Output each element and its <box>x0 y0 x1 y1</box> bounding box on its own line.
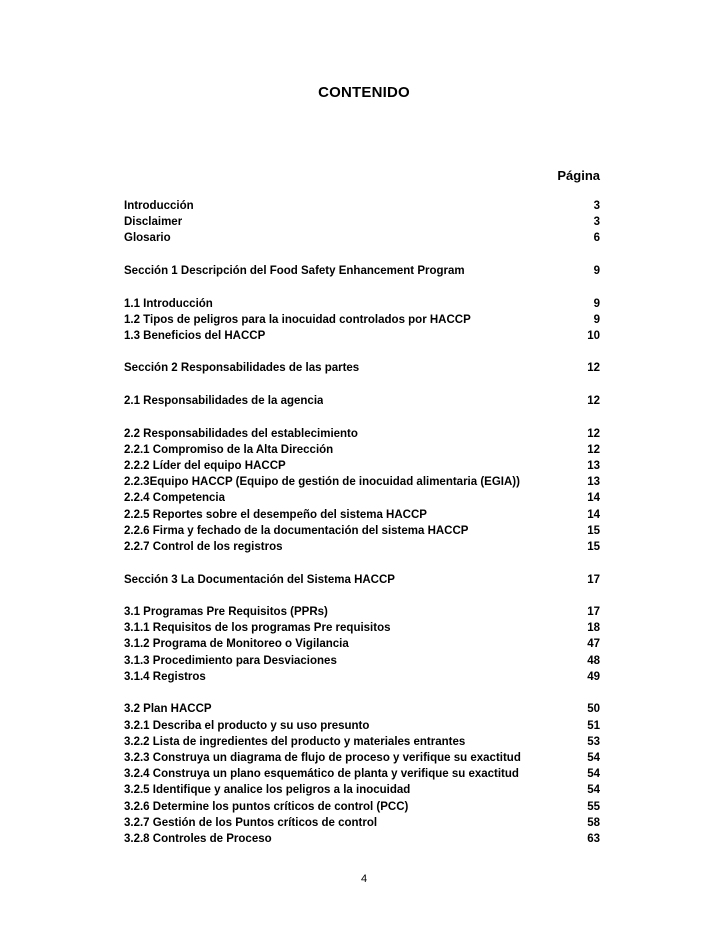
toc-entry-page: 13 <box>587 476 600 489</box>
toc-entry[interactable] <box>124 507 600 523</box>
toc-entry-label: 2.2.4 Competencia <box>124 492 225 505</box>
toc-entry-label: 1.1 Introducción <box>124 297 213 310</box>
toc-entry-label: 2.1 Responsabilidades de la agencia <box>124 395 324 408</box>
toc-entry[interactable] <box>124 426 600 442</box>
toc-entry[interactable] <box>124 831 600 847</box>
toc-entry-page: 18 <box>587 622 600 635</box>
toc-entry-page: 54 <box>587 784 600 797</box>
toc-entry[interactable] <box>124 701 600 717</box>
toc-entry-page: 53 <box>587 735 600 748</box>
toc-entry-page: 13 <box>587 460 600 473</box>
toc-entry-page: 48 <box>587 654 600 667</box>
toc-entry[interactable] <box>124 458 600 474</box>
toc-entry[interactable] <box>124 214 600 230</box>
section-spacer <box>124 247 600 263</box>
toc-entry-page: 15 <box>587 540 600 553</box>
toc-entry-label: 1.2 Tipos de peligros para la inocuidad controlados por HACCP <box>124 313 471 326</box>
section-spacer <box>124 344 600 360</box>
toc-entry-page: 51 <box>587 719 600 732</box>
toc-entry-page: 49 <box>587 670 600 683</box>
toc-entry[interactable] <box>124 815 600 831</box>
toc-entry-page: 12 <box>587 443 600 456</box>
toc-entry[interactable] <box>124 750 600 766</box>
toc-entry[interactable] <box>124 572 600 588</box>
toc-entry[interactable] <box>124 230 600 246</box>
toc-entry-label: Sección 2 Responsabilidades de las partes <box>124 362 360 375</box>
toc-entry-label: 3.2.6 Determine los puntos críticos de control (PCC) <box>124 800 409 813</box>
toc-entry-label: Disclaimer <box>124 216 183 229</box>
toc-entry[interactable] <box>124 198 600 214</box>
toc-entry-page: 12 <box>587 395 600 408</box>
toc-entry-label: 3.2.1 Describa el producto y su uso presunto <box>124 719 370 732</box>
toc-entry-label: 2.2.7 Control de los registros <box>124 540 283 553</box>
toc-entry[interactable] <box>124 523 600 539</box>
toc-entry-page: 10 <box>587 329 600 342</box>
toc-entry[interactable] <box>124 490 600 506</box>
toc-entry-page: 50 <box>587 703 600 716</box>
section-spacer <box>124 588 600 604</box>
toc-entry-label: 3.1 Programas Pre Requisitos (PPRs) <box>124 606 328 619</box>
toc-entry[interactable] <box>124 312 600 328</box>
toc-entry-page: 9 <box>593 297 600 310</box>
toc-entry[interactable] <box>124 636 600 652</box>
toc-entry[interactable] <box>124 620 600 636</box>
toc-entry-label: 2.2.5 Reportes sobre el desempeño del sistema HACCP <box>124 508 427 521</box>
toc-entry-label: 3.1.1 Requisitos de los programas Pre requisitos <box>124 622 391 635</box>
toc-entry-label: 3.2.7 Gestión de los Puntos críticos de control <box>124 816 378 829</box>
toc-entry-label: 2.2.2 Líder del equipo HACCP <box>124 460 286 473</box>
toc-entry-page: 3 <box>593 200 600 212</box>
toc-entry[interactable] <box>124 718 600 734</box>
toc-entry-page: 54 <box>587 768 600 781</box>
toc-entry[interactable] <box>124 263 600 279</box>
toc-entry-label: 3.2.8 Controles de Proceso <box>124 832 272 845</box>
page-number: 4 <box>360 873 368 885</box>
toc-entry-label: 3.2 Plan HACCP <box>124 703 212 716</box>
toc-entry-page: 6 <box>593 232 600 245</box>
toc-entry-page: 9 <box>593 264 600 277</box>
toc-entry[interactable] <box>124 442 600 458</box>
toc-entry-page: 15 <box>587 524 600 537</box>
toc-entry-page: 12 <box>587 427 600 440</box>
toc-entry[interactable] <box>124 328 600 344</box>
toc-entry-label: Glosario <box>124 232 171 245</box>
toc-entry-page: 14 <box>587 492 600 505</box>
toc-entry[interactable] <box>124 604 600 620</box>
toc-entry-label: 2.2.3Equipo HACCP (Equipo de gestión de inocuidad alimentaria (EGIA)) <box>124 476 520 489</box>
page-title: CONTENIDO <box>318 84 410 101</box>
toc-entry-label: 3.1.3 Procedimiento para Desviaciones <box>124 654 337 667</box>
toc-entry-page: 58 <box>587 816 600 829</box>
section-spacer <box>124 409 600 425</box>
toc-entry[interactable] <box>124 539 600 555</box>
toc-entry-page: 63 <box>587 832 600 845</box>
toc-entry-page: 55 <box>587 800 600 813</box>
toc-entry[interactable] <box>124 766 600 782</box>
toc-entry-label: Sección 1 Descripción del Food Safety Enhancement Program <box>124 264 465 277</box>
toc-entry-label: 3.1.4 Registros <box>124 670 206 683</box>
toc-entry-label: Introducción <box>124 200 194 212</box>
toc-entry-page: 3 <box>593 216 600 229</box>
toc-entry[interactable] <box>124 360 600 376</box>
section-spacer <box>124 377 600 393</box>
toc-entry-label: 3.2.2 Lista de ingredientes del producto y materiales entrantes <box>124 735 466 748</box>
toc-entry-label: Sección 3 La Documentación del Sistema HACCP <box>124 573 395 586</box>
section-spacer <box>124 279 600 295</box>
toc-entry[interactable] <box>124 474 600 490</box>
toc-entry[interactable] <box>124 669 600 685</box>
toc-entry-label: 2.2.6 Firma y fechado de la documentación del sistema HACCP <box>124 524 469 537</box>
toc-entry-label: 3.2.4 Construya un plano esquemático de planta y verifique su exactitud <box>124 768 519 781</box>
page-column-header: Página <box>557 168 600 183</box>
toc-entry-page: 9 <box>593 313 600 326</box>
section-spacer <box>124 685 600 701</box>
toc-entry-label: 3.2.5 Identifique y analice los peligros a la inocuidad <box>124 784 411 797</box>
toc-entry-label: 3.1.2 Programa de Monitoreo o Vigilancia <box>124 638 349 651</box>
toc-entry[interactable] <box>124 799 600 815</box>
toc-entry-page: 17 <box>587 606 600 619</box>
toc-entry-page: 14 <box>587 508 600 521</box>
toc-entry-label: 2.2 Responsabilidades del establecimiento <box>124 427 358 440</box>
toc-entry-label: 3.2.3 Construya un diagrama de flujo de proceso y verifique su exactitud <box>124 752 521 764</box>
toc-entry-page: 47 <box>587 638 600 651</box>
toc-entry[interactable] <box>124 653 600 669</box>
toc-entry[interactable] <box>124 782 600 798</box>
table-of-contents <box>124 198 600 847</box>
toc-entry-page: 54 <box>587 752 600 764</box>
toc-entry[interactable] <box>124 393 600 409</box>
toc-entry[interactable] <box>124 296 600 312</box>
section-spacer <box>124 555 600 571</box>
toc-entry-page: 17 <box>587 573 600 586</box>
toc-entry-label: 2.2.1 Compromiso de la Alta Dirección <box>124 443 334 456</box>
toc-entry[interactable] <box>124 734 600 750</box>
toc-entry-page: 12 <box>587 362 600 375</box>
toc-entry-label: 1.3 Beneficios del HACCP <box>124 329 266 342</box>
